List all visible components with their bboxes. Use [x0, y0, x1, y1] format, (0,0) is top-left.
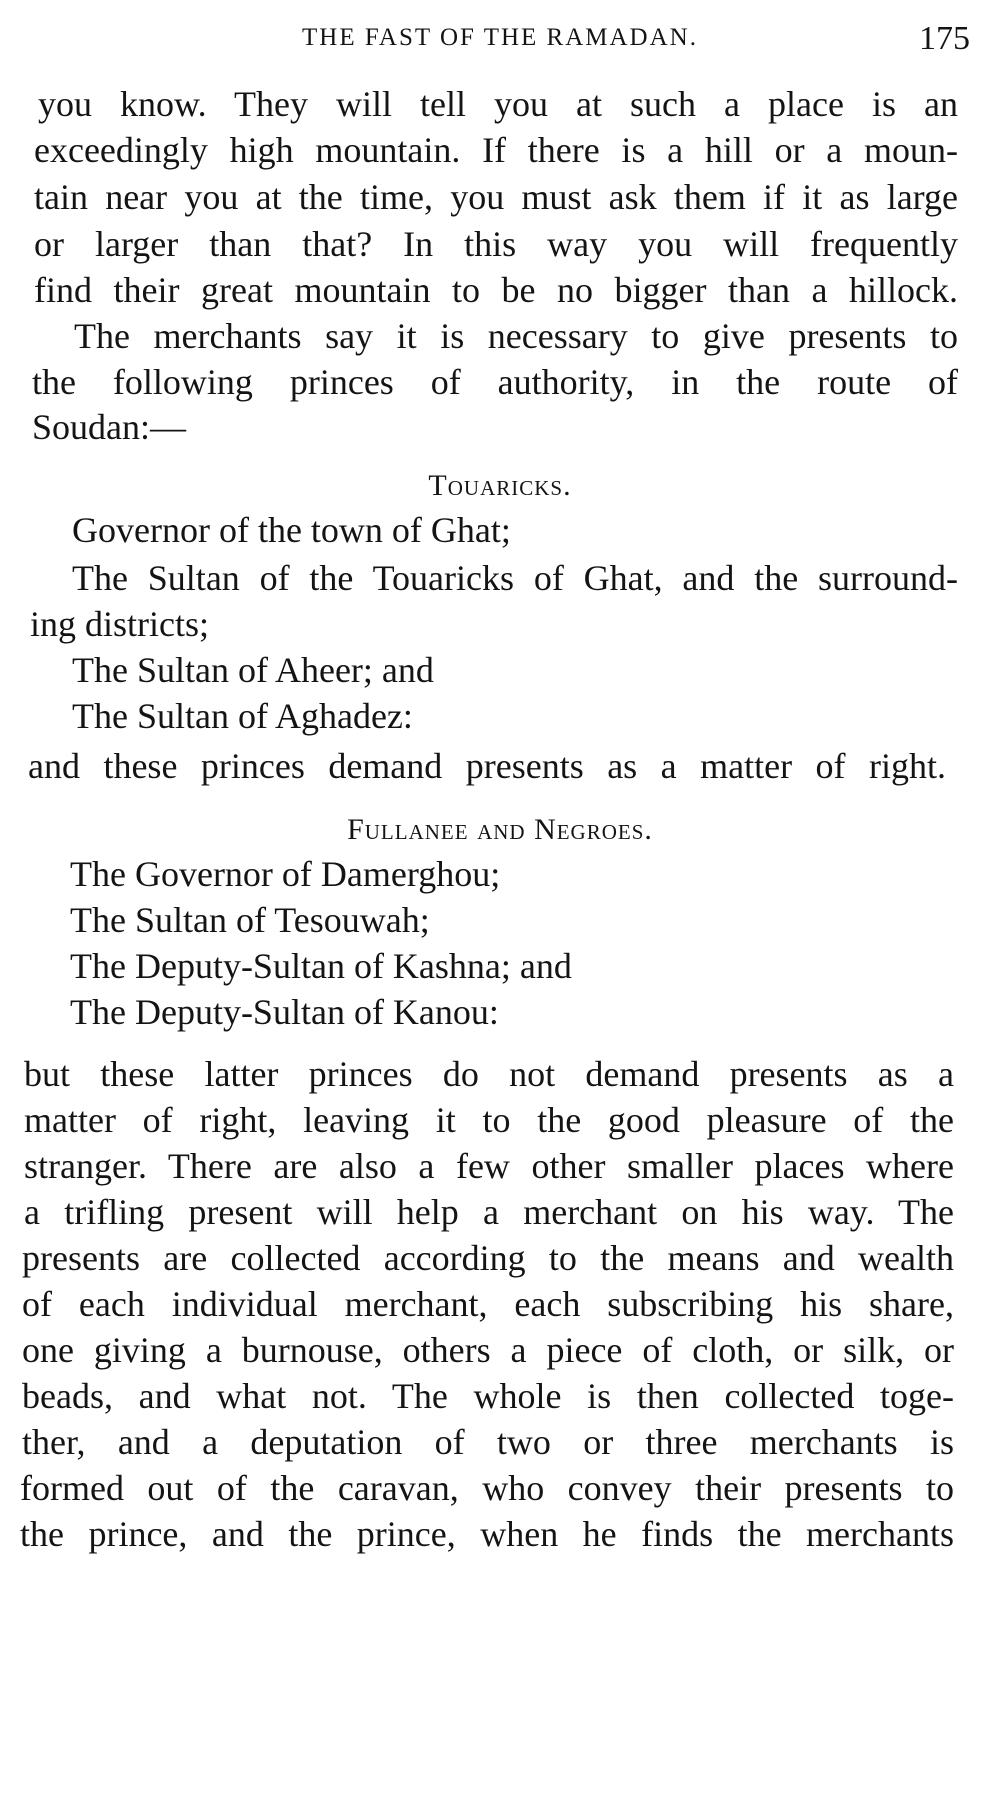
running-title: THE FAST OF THE RAMADAN. — [302, 24, 698, 51]
text-line: Soudan:— — [32, 407, 187, 447]
text-line: The merchants say it is necessary to give presents to — [74, 316, 958, 356]
section-heading: Touaricks. — [428, 469, 572, 502]
list-item: The Sultan of the Touaricks of Ghat, and the surround- — [72, 558, 958, 598]
text-line: the following princes of authority, in the route of — [32, 362, 958, 402]
text-line: ther, and a deputation of two or three merchants is — [22, 1422, 954, 1462]
list-item: The Sultan of Tesouwah; — [70, 900, 430, 940]
text-line: find their great mountain to be no bigger than a hillock. — [34, 270, 958, 310]
text-line: stranger. There are also a few other smaller places where — [24, 1146, 954, 1186]
list-item: The Deputy-Sultan of Kashna; and — [70, 946, 572, 986]
list-item: The Sultan of Aghadez: — [72, 696, 413, 736]
text-line: you know. They will tell you at such a place is an — [38, 84, 958, 124]
text-line: and these princes demand presents as a matter of right. — [28, 746, 946, 786]
text-line: exceedingly high mountain. If there is a hill or a moun- — [34, 130, 958, 170]
list-item: The Sultan of Aheer; and — [72, 650, 434, 690]
text-line: beads, and what not. The whole is then collected toge- — [22, 1376, 954, 1416]
text-line: presents are collected according to the means and wealth — [22, 1238, 954, 1278]
text-line: matter of right, leaving it to the good pleasure of the — [24, 1100, 954, 1140]
text-line: but these latter princes do not demand presents as a — [24, 1054, 954, 1094]
text-line: tain near you at the time, you must ask them if it as large — [34, 177, 958, 217]
list-item: ing districts; — [30, 604, 209, 644]
list-item: The Governor of Damerghou; — [70, 854, 501, 894]
running-head — [30, 20, 970, 70]
text-line: a trifling present will help a merchant on his way. The — [24, 1192, 954, 1232]
list-item: Governor of the town of Ghat; — [72, 510, 511, 550]
text-line: formed out of the caravan, who convey their presents to — [20, 1468, 954, 1508]
text-line: of each individual merchant, each subscribing his share, — [22, 1284, 954, 1324]
text-line: or larger than that? In this way you will frequently — [34, 224, 958, 264]
text-line: one giving a burnouse, others a piece of cloth, or silk, or — [22, 1330, 954, 1370]
page-number: 175 — [919, 20, 970, 57]
list-item: The Deputy-Sultan of Kanou: — [70, 992, 499, 1032]
text-line: the prince, and the prince, when he finds the merchants — [20, 1514, 954, 1554]
section-heading: Fullanee and Negroes. — [347, 813, 653, 846]
